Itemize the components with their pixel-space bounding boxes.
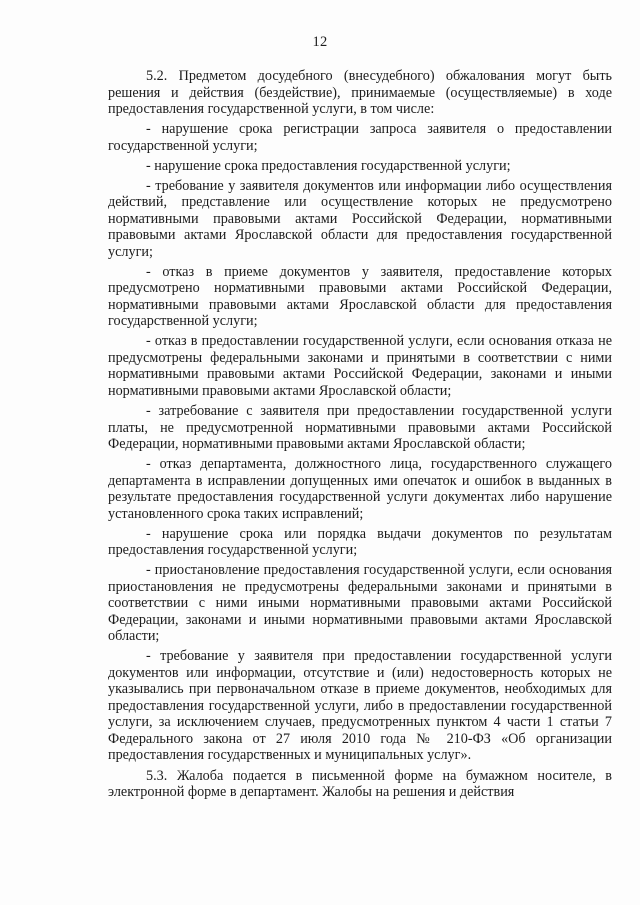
list-item-suspension: - приостановление предоставления государственной услуги, если основания приостановления не предусмотрены федеральными законами и принятыми в соответствии с ними иными нормативными правовыми актами Российской Федерации, законами и иными нормативными правовыми актами Ярославской области; xyxy=(108,562,612,645)
list-item-service-deadline: - нарушение срока предоставления государственной услуги; xyxy=(146,157,511,174)
document-body xyxy=(108,68,612,804)
list-item-issuance-order: - нарушение срока или порядка выдачи документов по результатам предоставления государственной услуги; xyxy=(108,525,612,559)
list-item-fee-demand: - затребование с заявителя при предоставлении государственной услуги платы, не предусмотренной нормативными правовыми актами Российской Федерации, нормативными правовыми актами Ярославской области; xyxy=(108,403,612,453)
list-item-missing-info: - требование у заявителя при предоставлении государственной услуги документов или информации, отсутствие и (или) недостоверность которых не указывались при первоначальном отказе в приеме документов, необходимых для предоставления государственной услуги, либо в предоставлении государственной услуги, за исключением случаев, предусмотренных пунктом 4 части 1 статьи 7 Федерального закона от 27 июля 2010 года № 210-ФЗ «Об организации предоставления государственных и муниципальных услуг». xyxy=(108,648,612,764)
list-item-error-correction: - отказ департамента, должностного лица, государственного служащего департамента в исправлении допущенных ими опечаток и ошибок в выданных в результате предоставления государственной услуги документах либо нарушение установленного срока таких исправлений; xyxy=(108,456,612,522)
list-item-excess-documents: - требование у заявителя документов или информации либо осуществления действий, представление или осуществление которых не предусмотрено нормативными правовыми актами Российской Федерации, нормативными правовыми актами Ярославской области для предоставления государственной услуги; xyxy=(108,177,612,260)
section-5-3: 5.3. Жалоба подается в письменной форме на бумажном носителе, в электронной форме в департамент. Жалобы на решения и действия xyxy=(108,767,612,801)
list-item-refusal-service: - отказ в предоставлении государственной услуги, если основания отказа не предусмотрены федеральными законами и принятыми в соответствии с ними нормативными правовыми актами Российской Федерации, законами и иными нормативными правовыми актами Ярославской области; xyxy=(108,333,612,399)
list-item-registration-deadline: - нарушение срока регистрации запроса заявителя о предоставлении государственной услуги; xyxy=(108,121,612,154)
page-number: 12 xyxy=(312,34,328,50)
section-5-2-intro: 5.2. Предметом досудебного (внесудебного) обжалования могут быть решения и действия (бездействие), принимаемые (осуществляемые) в ходе предоставления государственной услуги, в том числе: xyxy=(108,68,612,117)
list-item-refusal-acceptance: - отказ в приеме документов у заявителя, предоставление которых предусмотрено нормативными правовыми актами Российской Федерации, нормативными правовыми актами Ярославской области для предоставления государственной услуги; xyxy=(108,263,612,330)
